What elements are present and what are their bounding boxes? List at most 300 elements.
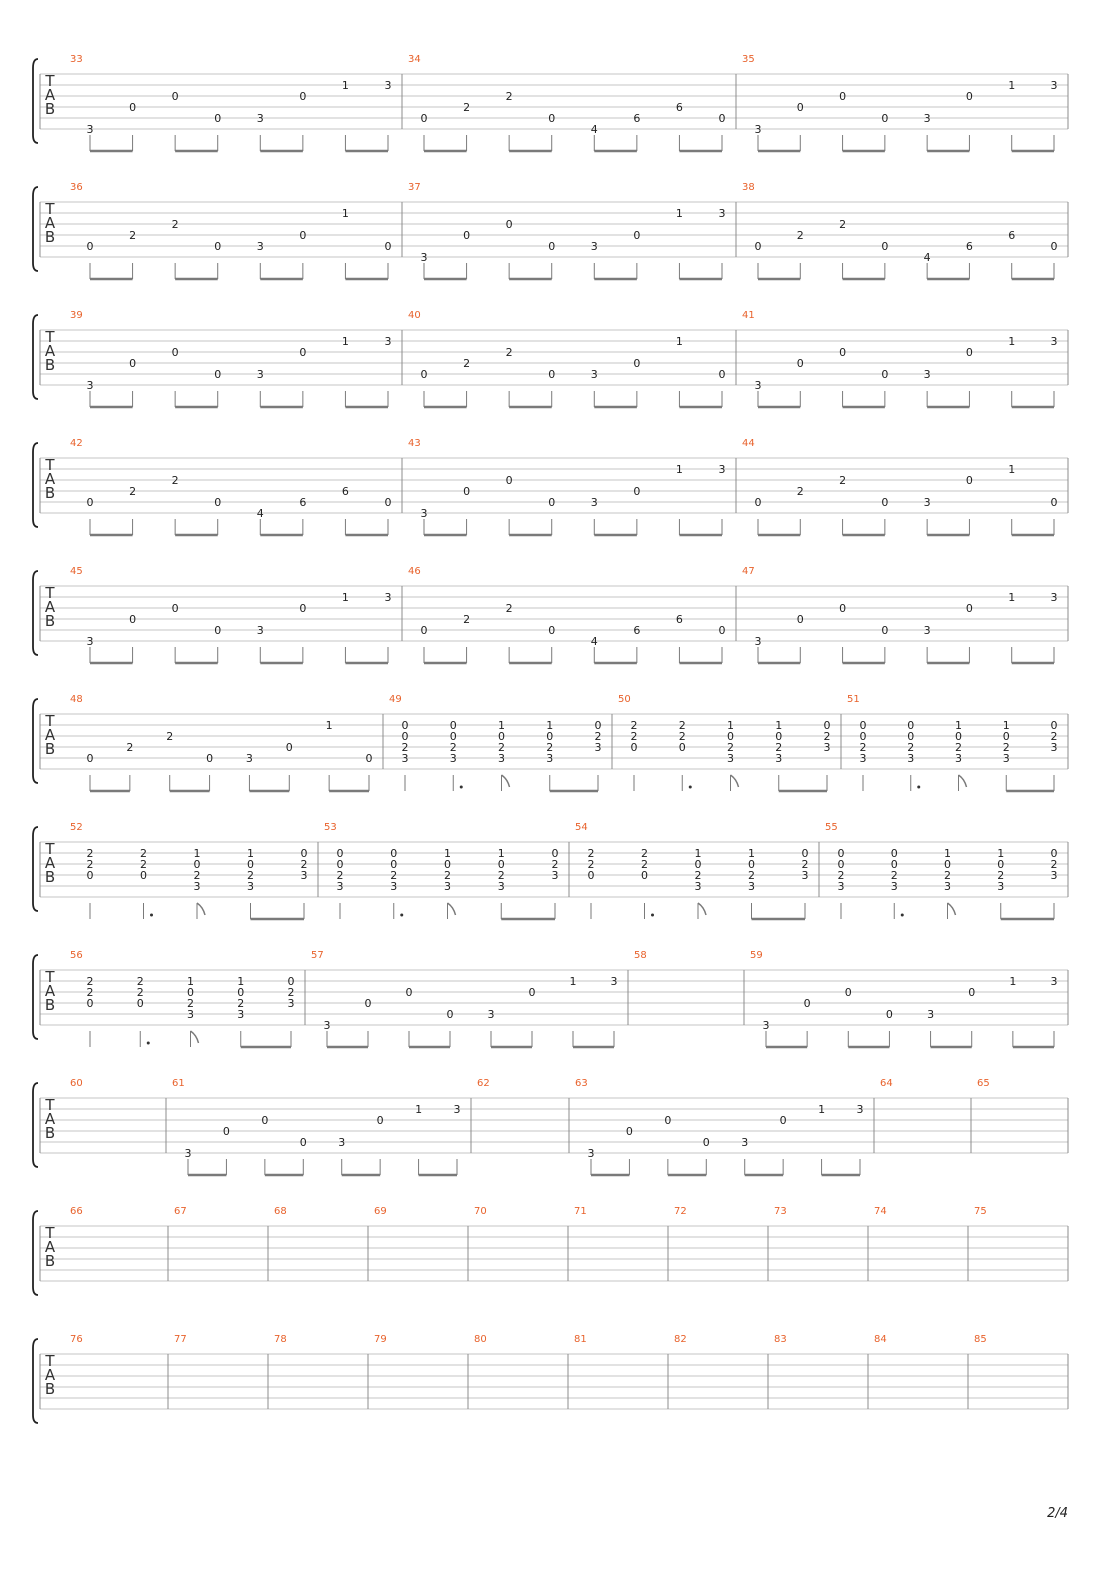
measure xyxy=(70,566,402,663)
fret-number: 0 xyxy=(401,719,409,732)
fret-number: 3 xyxy=(594,741,602,754)
fret-number: 0 xyxy=(129,357,137,370)
fret-number: 0 xyxy=(796,357,804,370)
tab-clef-letter: T xyxy=(45,200,55,218)
fret-number: 0 xyxy=(796,101,804,114)
tab-clef-letter: A xyxy=(44,342,56,360)
fret-number: 2 xyxy=(497,869,505,882)
fret-number: 2 xyxy=(237,997,245,1010)
measure-number: 56 xyxy=(70,950,83,961)
fret-number: 1 xyxy=(497,847,505,860)
fret-number: 0 xyxy=(247,858,254,871)
tab-clef-letter: T xyxy=(45,840,55,858)
measure-number: 63 xyxy=(575,1078,588,1089)
fret-number: 0 xyxy=(859,719,867,732)
fret-number: 0 xyxy=(364,997,372,1010)
tab-clef-letter: T xyxy=(45,968,55,986)
fret-number: 0 xyxy=(907,719,915,732)
measure-number: 71 xyxy=(574,1206,587,1217)
note-flag xyxy=(959,775,967,787)
tab-clef-letter: B xyxy=(44,228,56,246)
fret-number: 0 xyxy=(796,613,804,626)
measure-number: 55 xyxy=(825,822,838,833)
fret-number: 0 xyxy=(300,847,308,860)
tab-clef-letter: B xyxy=(44,996,56,1014)
note-flag xyxy=(502,775,510,787)
fret-number: 1 xyxy=(325,719,333,732)
fret-number: 3 xyxy=(336,880,344,893)
fret-number: 0 xyxy=(641,869,648,882)
measure-number: 46 xyxy=(408,566,421,577)
tab-clef-letter: B xyxy=(44,1380,56,1398)
fret-number: 0 xyxy=(214,112,222,125)
measure xyxy=(70,694,383,791)
fret-number: 1 xyxy=(341,79,349,92)
system-bracket xyxy=(33,699,38,783)
measure xyxy=(172,1078,471,1175)
fret-number: 3 xyxy=(718,207,726,220)
fret-number: 0 xyxy=(171,346,179,359)
fret-number: 2 xyxy=(1050,730,1058,743)
measure xyxy=(324,822,569,919)
measure-number: 85 xyxy=(974,1334,987,1345)
system-bracket xyxy=(33,955,38,1039)
fret-number: 3 xyxy=(1050,335,1058,348)
fret-number: 2 xyxy=(171,474,179,487)
fret-number: 0 xyxy=(497,858,505,871)
fret-number: 2 xyxy=(587,847,595,860)
fret-number: 3 xyxy=(546,752,554,765)
fret-number: 0 xyxy=(193,858,201,871)
fret-number: 3 xyxy=(256,240,264,253)
tab-clef-letter: T xyxy=(45,72,55,90)
fret-number: 2 xyxy=(907,741,915,754)
measure-number: 51 xyxy=(847,694,860,705)
measure-number: 52 xyxy=(70,822,83,833)
fret-number: 0 xyxy=(384,496,392,509)
tab-clef-letter: B xyxy=(44,484,56,502)
staff-system xyxy=(33,1334,1068,1423)
measure-number: 43 xyxy=(408,438,421,449)
fret-number: 2 xyxy=(86,986,94,999)
system-bracket xyxy=(33,1211,38,1295)
fret-number: 0 xyxy=(237,986,245,999)
fret-number: 2 xyxy=(997,869,1005,882)
staff-system xyxy=(33,310,1068,407)
fret-number: 1 xyxy=(498,719,505,732)
fret-number: 0 xyxy=(1050,240,1058,253)
measure-number: 54 xyxy=(575,822,588,833)
fret-number: 2 xyxy=(641,847,648,860)
fret-number: 0 xyxy=(803,997,811,1010)
tab-clef-letter: T xyxy=(45,328,55,346)
dotted-note xyxy=(460,786,463,789)
measure-number: 80 xyxy=(474,1334,487,1345)
fret-number: 3 xyxy=(300,869,308,882)
fret-number: 1 xyxy=(997,847,1005,860)
fret-number: 0 xyxy=(890,847,898,860)
measure-number: 58 xyxy=(634,950,647,961)
measure xyxy=(70,950,305,1047)
fret-number: 0 xyxy=(299,1136,307,1149)
system-bracket xyxy=(33,1083,38,1167)
fret-number: 0 xyxy=(449,719,457,732)
fret-number: 3 xyxy=(187,1008,194,1021)
fret-number: 2 xyxy=(551,858,559,871)
fret-number: 0 xyxy=(625,1125,633,1138)
staff-system xyxy=(33,694,1068,791)
fret-number: 6 xyxy=(675,101,683,114)
fret-number: 0 xyxy=(214,368,222,381)
note-flag xyxy=(698,903,706,915)
note-flag xyxy=(948,903,956,915)
fret-number: 0 xyxy=(129,613,137,626)
fret-number: 2 xyxy=(505,346,513,359)
measure xyxy=(750,950,1068,1047)
fret-number: 3 xyxy=(287,997,295,1010)
fret-number: 3 xyxy=(801,869,809,882)
fret-number: 3 xyxy=(498,752,505,765)
staff-system xyxy=(33,950,1068,1047)
measure-number: 39 xyxy=(70,310,83,321)
tab-clef-letter: A xyxy=(44,1366,56,1384)
fret-number: 3 xyxy=(727,752,734,765)
fret-number: 0 xyxy=(955,730,962,743)
fret-number: 0 xyxy=(839,90,847,103)
fret-number: 0 xyxy=(694,858,702,871)
fret-number: 3 xyxy=(1050,869,1058,882)
staff-system xyxy=(33,182,1068,279)
tab-clef-letter: T xyxy=(45,456,55,474)
tab-clef-letter: B xyxy=(44,1124,56,1142)
fret-number: 2 xyxy=(86,975,94,988)
measure xyxy=(742,566,1068,663)
fret-number: 0 xyxy=(336,847,344,860)
fret-number: 1 xyxy=(775,719,783,732)
measure-number: 45 xyxy=(70,566,83,577)
tab-clef-letter: B xyxy=(44,1252,56,1270)
fret-number: 2 xyxy=(129,485,137,498)
fret-number: 2 xyxy=(796,485,804,498)
fret-number: 0 xyxy=(633,357,641,370)
staff-system xyxy=(33,566,1068,663)
fret-number: 3 xyxy=(384,335,392,348)
measure xyxy=(618,694,841,791)
fret-number: 1 xyxy=(727,719,734,732)
measure-number: 69 xyxy=(374,1206,387,1217)
fret-number: 2 xyxy=(594,730,602,743)
fret-number: 2 xyxy=(796,229,804,242)
fret-number: 3 xyxy=(907,752,915,765)
tab-clef-letter: A xyxy=(44,1110,56,1128)
measure xyxy=(311,950,628,1047)
dotted-note xyxy=(150,914,153,917)
measure-number: 84 xyxy=(874,1334,887,1345)
measure-number: 36 xyxy=(70,182,83,193)
fret-number: 3 xyxy=(193,880,201,893)
fret-number: 0 xyxy=(528,986,536,999)
measure-number: 49 xyxy=(389,694,402,705)
fret-number: 0 xyxy=(664,1114,672,1127)
tab-clef-letter: A xyxy=(44,854,56,872)
fret-number: 0 xyxy=(299,346,307,359)
fret-number: 3 xyxy=(384,79,392,92)
fret-number: 0 xyxy=(299,90,307,103)
fret-number: 2 xyxy=(287,986,295,999)
fret-number: 1 xyxy=(818,1103,826,1116)
measure-number: 75 xyxy=(974,1206,987,1217)
fret-number: 0 xyxy=(390,847,398,860)
fret-number: 0 xyxy=(837,858,845,871)
measure-number: 57 xyxy=(311,950,324,961)
fret-number: 1 xyxy=(569,975,577,988)
fret-number: 3 xyxy=(587,1147,595,1160)
fret-number: 6 xyxy=(633,112,641,125)
fret-number: 3 xyxy=(590,240,598,253)
fret-number: 0 xyxy=(1050,719,1058,732)
fret-number: 2 xyxy=(136,986,144,999)
fret-number: 0 xyxy=(718,368,726,381)
fret-number: 1 xyxy=(675,463,683,476)
fret-number: 2 xyxy=(300,858,308,871)
fret-number: 3 xyxy=(944,880,951,893)
dotted-note xyxy=(400,914,403,917)
fret-number: 0 xyxy=(420,624,428,637)
fret-number: 0 xyxy=(997,858,1005,871)
fret-number: 3 xyxy=(856,1103,864,1116)
fret-number: 2 xyxy=(449,741,457,754)
fret-number: 0 xyxy=(718,112,726,125)
fret-number: 3 xyxy=(694,880,702,893)
fret-number: 0 xyxy=(214,240,222,253)
measure-number: 33 xyxy=(70,54,83,65)
staff-system xyxy=(33,1206,1068,1295)
fret-number: 0 xyxy=(968,986,976,999)
fret-number: 1 xyxy=(694,847,702,860)
fret-number: 2 xyxy=(630,730,638,743)
fret-number: 3 xyxy=(237,1008,245,1021)
fret-number: 0 xyxy=(548,240,556,253)
fret-number: 0 xyxy=(444,858,451,871)
measure-number: 34 xyxy=(408,54,421,65)
fret-number: 3 xyxy=(837,880,845,893)
measure-number: 41 xyxy=(742,310,755,321)
fret-number: 3 xyxy=(184,1147,192,1160)
fret-number: 2 xyxy=(678,730,686,743)
fret-number: 0 xyxy=(420,368,428,381)
measure xyxy=(742,438,1068,535)
fret-number: 1 xyxy=(341,207,349,220)
tab-clef-letter: A xyxy=(44,726,56,744)
fret-number: 3 xyxy=(997,880,1005,893)
fret-number: 2 xyxy=(401,741,409,754)
fret-number: 2 xyxy=(801,858,809,871)
fret-number: 2 xyxy=(129,229,137,242)
fret-number: 2 xyxy=(1002,741,1010,754)
dotted-note xyxy=(147,1042,150,1045)
fret-number: 1 xyxy=(1009,975,1017,988)
fret-number: 0 xyxy=(944,858,951,871)
measure-number: 76 xyxy=(70,1334,83,1345)
fret-number: 2 xyxy=(775,741,783,754)
fret-number: 0 xyxy=(86,752,94,765)
fret-number: 3 xyxy=(775,752,783,765)
fret-number: 3 xyxy=(762,1019,770,1032)
fret-number: 0 xyxy=(881,624,889,637)
fret-number: 0 xyxy=(633,485,641,498)
measure xyxy=(70,182,402,279)
fret-number: 3 xyxy=(390,880,398,893)
fret-number: 0 xyxy=(287,975,295,988)
fret-number: 3 xyxy=(590,496,598,509)
fret-number: 2 xyxy=(193,869,201,882)
fret-number: 2 xyxy=(86,847,94,860)
fret-number: 2 xyxy=(140,858,147,871)
measure xyxy=(70,310,402,407)
fret-number: 3 xyxy=(718,463,726,476)
measure xyxy=(408,182,736,279)
measure-number: 53 xyxy=(324,822,337,833)
fret-number: 0 xyxy=(1002,730,1010,743)
fret-number: 0 xyxy=(86,869,94,882)
measure xyxy=(742,182,1068,279)
fret-number: 2 xyxy=(748,869,755,882)
fret-number: 6 xyxy=(965,240,973,253)
fret-number: 3 xyxy=(86,123,94,136)
measure-number: 78 xyxy=(274,1334,287,1345)
page-number: 2/4 xyxy=(1047,1506,1068,1521)
fret-number: 0 xyxy=(548,368,556,381)
fret-number: 2 xyxy=(694,869,702,882)
staff-system xyxy=(33,1078,1068,1175)
fret-number: 3 xyxy=(754,123,762,136)
fret-number: 2 xyxy=(390,869,398,882)
fret-number: 0 xyxy=(505,218,513,231)
measure-number: 50 xyxy=(618,694,631,705)
fret-number: 0 xyxy=(890,858,898,871)
fret-number: 3 xyxy=(338,1136,346,1149)
system-bracket xyxy=(33,59,38,143)
fret-number: 0 xyxy=(336,858,344,871)
fret-number: 1 xyxy=(955,719,962,732)
fret-number: 0 xyxy=(384,240,392,253)
measure xyxy=(408,438,736,535)
fret-number: 4 xyxy=(590,123,598,136)
measure-number: 61 xyxy=(172,1078,185,1089)
tab-clef-letter: T xyxy=(45,1352,55,1370)
fret-number: 0 xyxy=(859,730,867,743)
fret-number: 3 xyxy=(497,880,505,893)
fret-number: 0 xyxy=(222,1125,230,1138)
measure-number: 66 xyxy=(70,1206,83,1217)
system-bracket xyxy=(33,571,38,655)
fret-number: 0 xyxy=(548,496,556,509)
fret-number: 0 xyxy=(463,229,471,242)
staff-system xyxy=(33,438,1068,535)
fret-number: 0 xyxy=(965,346,973,359)
fret-number: 0 xyxy=(187,986,194,999)
fret-number: 4 xyxy=(590,635,598,648)
measure-number: 42 xyxy=(70,438,83,449)
fret-number: 3 xyxy=(256,368,264,381)
fret-number: 0 xyxy=(844,986,852,999)
fret-number: 3 xyxy=(256,112,264,125)
fret-number: 1 xyxy=(748,847,755,860)
fret-number: 0 xyxy=(261,1114,269,1127)
fret-number: 2 xyxy=(505,90,513,103)
measure-number: 38 xyxy=(742,182,755,193)
fret-number: 3 xyxy=(256,624,264,637)
fret-number: 2 xyxy=(587,858,595,871)
fret-number: 0 xyxy=(299,602,307,615)
staff-system xyxy=(33,822,1068,919)
fret-number: 0 xyxy=(839,602,847,615)
fret-number: 1 xyxy=(1008,591,1016,604)
measure-number: 68 xyxy=(274,1206,287,1217)
fret-number: 2 xyxy=(247,869,254,882)
fret-number: 1 xyxy=(1002,719,1010,732)
fret-number: 1 xyxy=(341,591,349,604)
fret-number: 0 xyxy=(823,719,831,732)
fret-number: 0 xyxy=(86,240,94,253)
measure xyxy=(742,310,1068,407)
fret-number: 0 xyxy=(748,858,755,871)
fret-number: 3 xyxy=(487,1008,495,1021)
tab-clef-letter: T xyxy=(45,1224,55,1242)
fret-number: 0 xyxy=(401,730,409,743)
fret-number: 3 xyxy=(754,379,762,392)
fret-number: 0 xyxy=(907,730,915,743)
measure-number: 77 xyxy=(174,1334,187,1345)
fret-number: 0 xyxy=(206,752,214,765)
fret-number: 2 xyxy=(727,741,734,754)
measure-number: 40 xyxy=(408,310,421,321)
tab-clef-letter: T xyxy=(45,584,55,602)
fret-number: 0 xyxy=(546,730,554,743)
tab-clef-letter: B xyxy=(44,356,56,374)
fret-number: 2 xyxy=(498,741,505,754)
fret-number: 2 xyxy=(140,847,147,860)
measure-number: 60 xyxy=(70,1078,83,1089)
fret-number: 3 xyxy=(245,752,253,765)
tab-clef-letter: B xyxy=(44,612,56,630)
tab-clef-letter: B xyxy=(44,100,56,118)
fret-number: 0 xyxy=(136,997,144,1010)
measure-number: 70 xyxy=(474,1206,487,1217)
fret-number: 2 xyxy=(944,869,951,882)
measure-number: 47 xyxy=(742,566,755,577)
note-flag xyxy=(731,775,739,787)
fret-number: 3 xyxy=(923,624,931,637)
fret-number: 0 xyxy=(405,986,413,999)
measure-number: 64 xyxy=(880,1078,893,1089)
measure-number: 74 xyxy=(874,1206,887,1217)
fret-number: 1 xyxy=(546,719,554,732)
tab-clef-letter: A xyxy=(44,470,56,488)
fret-number: 2 xyxy=(823,730,831,743)
dotted-note xyxy=(901,914,904,917)
fret-number: 1 xyxy=(1008,79,1016,92)
fret-number: 4 xyxy=(256,507,264,520)
note-flag xyxy=(448,903,456,915)
measure xyxy=(70,54,402,151)
measure-number: 65 xyxy=(977,1078,990,1089)
fret-number: 3 xyxy=(86,379,94,392)
fret-number: 0 xyxy=(129,101,137,114)
fret-number: 2 xyxy=(955,741,962,754)
fret-number: 1 xyxy=(193,847,201,860)
fret-number: 0 xyxy=(446,1008,454,1021)
